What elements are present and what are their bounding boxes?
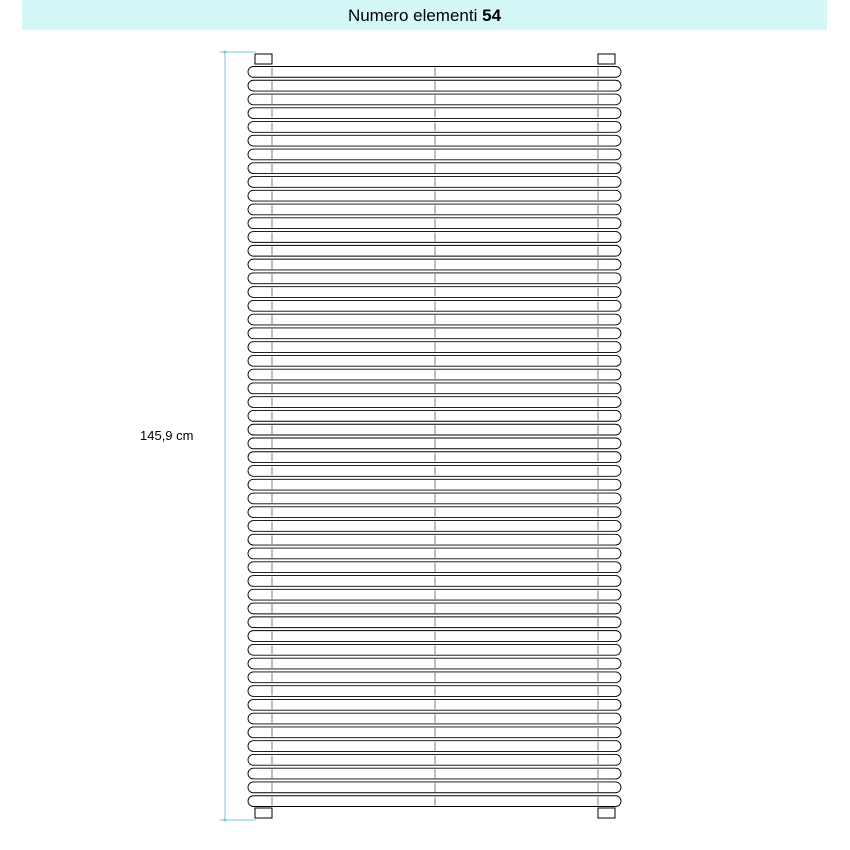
radiator-element bbox=[248, 397, 621, 408]
radiator-element bbox=[248, 727, 621, 738]
radiator-element bbox=[248, 466, 621, 477]
radiator-element bbox=[248, 218, 621, 229]
radiator-element bbox=[248, 342, 621, 353]
collector-top-left bbox=[255, 54, 272, 64]
radiator-element bbox=[248, 232, 621, 243]
radiator-element bbox=[248, 287, 621, 298]
radiator-element bbox=[248, 122, 621, 133]
radiator-element bbox=[248, 273, 621, 284]
radiator-element bbox=[248, 548, 621, 559]
radiator-element bbox=[248, 190, 621, 201]
radiator-element bbox=[248, 699, 621, 710]
radiator-element bbox=[248, 493, 621, 504]
radiator-element bbox=[248, 135, 621, 146]
collector-bottom-left bbox=[255, 808, 272, 818]
radiator-element bbox=[248, 300, 621, 311]
radiator-element bbox=[248, 782, 621, 793]
element-count: 54 bbox=[482, 6, 502, 25]
radiator-element bbox=[248, 204, 621, 215]
radiator-element bbox=[248, 424, 621, 435]
radiator-element bbox=[248, 259, 621, 270]
radiator-element bbox=[248, 796, 621, 807]
radiator-element bbox=[248, 754, 621, 765]
radiator-element bbox=[248, 576, 621, 587]
height-dimension-label: 145,9 cm bbox=[140, 428, 194, 443]
header-label: Numero elementi bbox=[347, 6, 478, 25]
radiator-element bbox=[248, 108, 621, 119]
collector-bottom-right bbox=[598, 808, 615, 818]
radiator-element bbox=[248, 589, 621, 600]
radiator-tubes bbox=[248, 67, 621, 807]
radiator-element bbox=[248, 410, 621, 421]
radiator-element bbox=[248, 149, 621, 160]
radiator-element bbox=[248, 479, 621, 490]
radiator-element bbox=[248, 369, 621, 380]
radiator-element bbox=[248, 741, 621, 752]
radiator-element bbox=[248, 80, 621, 91]
radiator-element bbox=[248, 177, 621, 188]
radiator-element bbox=[248, 314, 621, 325]
radiator-element bbox=[248, 617, 621, 628]
radiator-element bbox=[248, 355, 621, 366]
radiator-element bbox=[248, 328, 621, 339]
radiator-element bbox=[248, 644, 621, 655]
radiator-element bbox=[248, 67, 621, 78]
radiator-element bbox=[248, 603, 621, 614]
radiator-element bbox=[248, 438, 621, 449]
radiator-element bbox=[248, 534, 621, 545]
radiator-element bbox=[248, 686, 621, 697]
radiator-element bbox=[248, 562, 621, 573]
radiator-element bbox=[248, 383, 621, 394]
radiator-element bbox=[248, 94, 621, 105]
radiator-element bbox=[248, 245, 621, 256]
radiator-element bbox=[248, 768, 621, 779]
radiator-element bbox=[248, 631, 621, 642]
radiator-element bbox=[248, 507, 621, 518]
radiator-element bbox=[248, 163, 621, 174]
collector-top-right bbox=[598, 54, 615, 64]
radiator-element bbox=[248, 713, 621, 724]
radiator-element bbox=[248, 658, 621, 669]
radiator-element bbox=[248, 452, 621, 463]
radiator-element bbox=[248, 521, 621, 532]
radiator-element bbox=[248, 672, 621, 683]
